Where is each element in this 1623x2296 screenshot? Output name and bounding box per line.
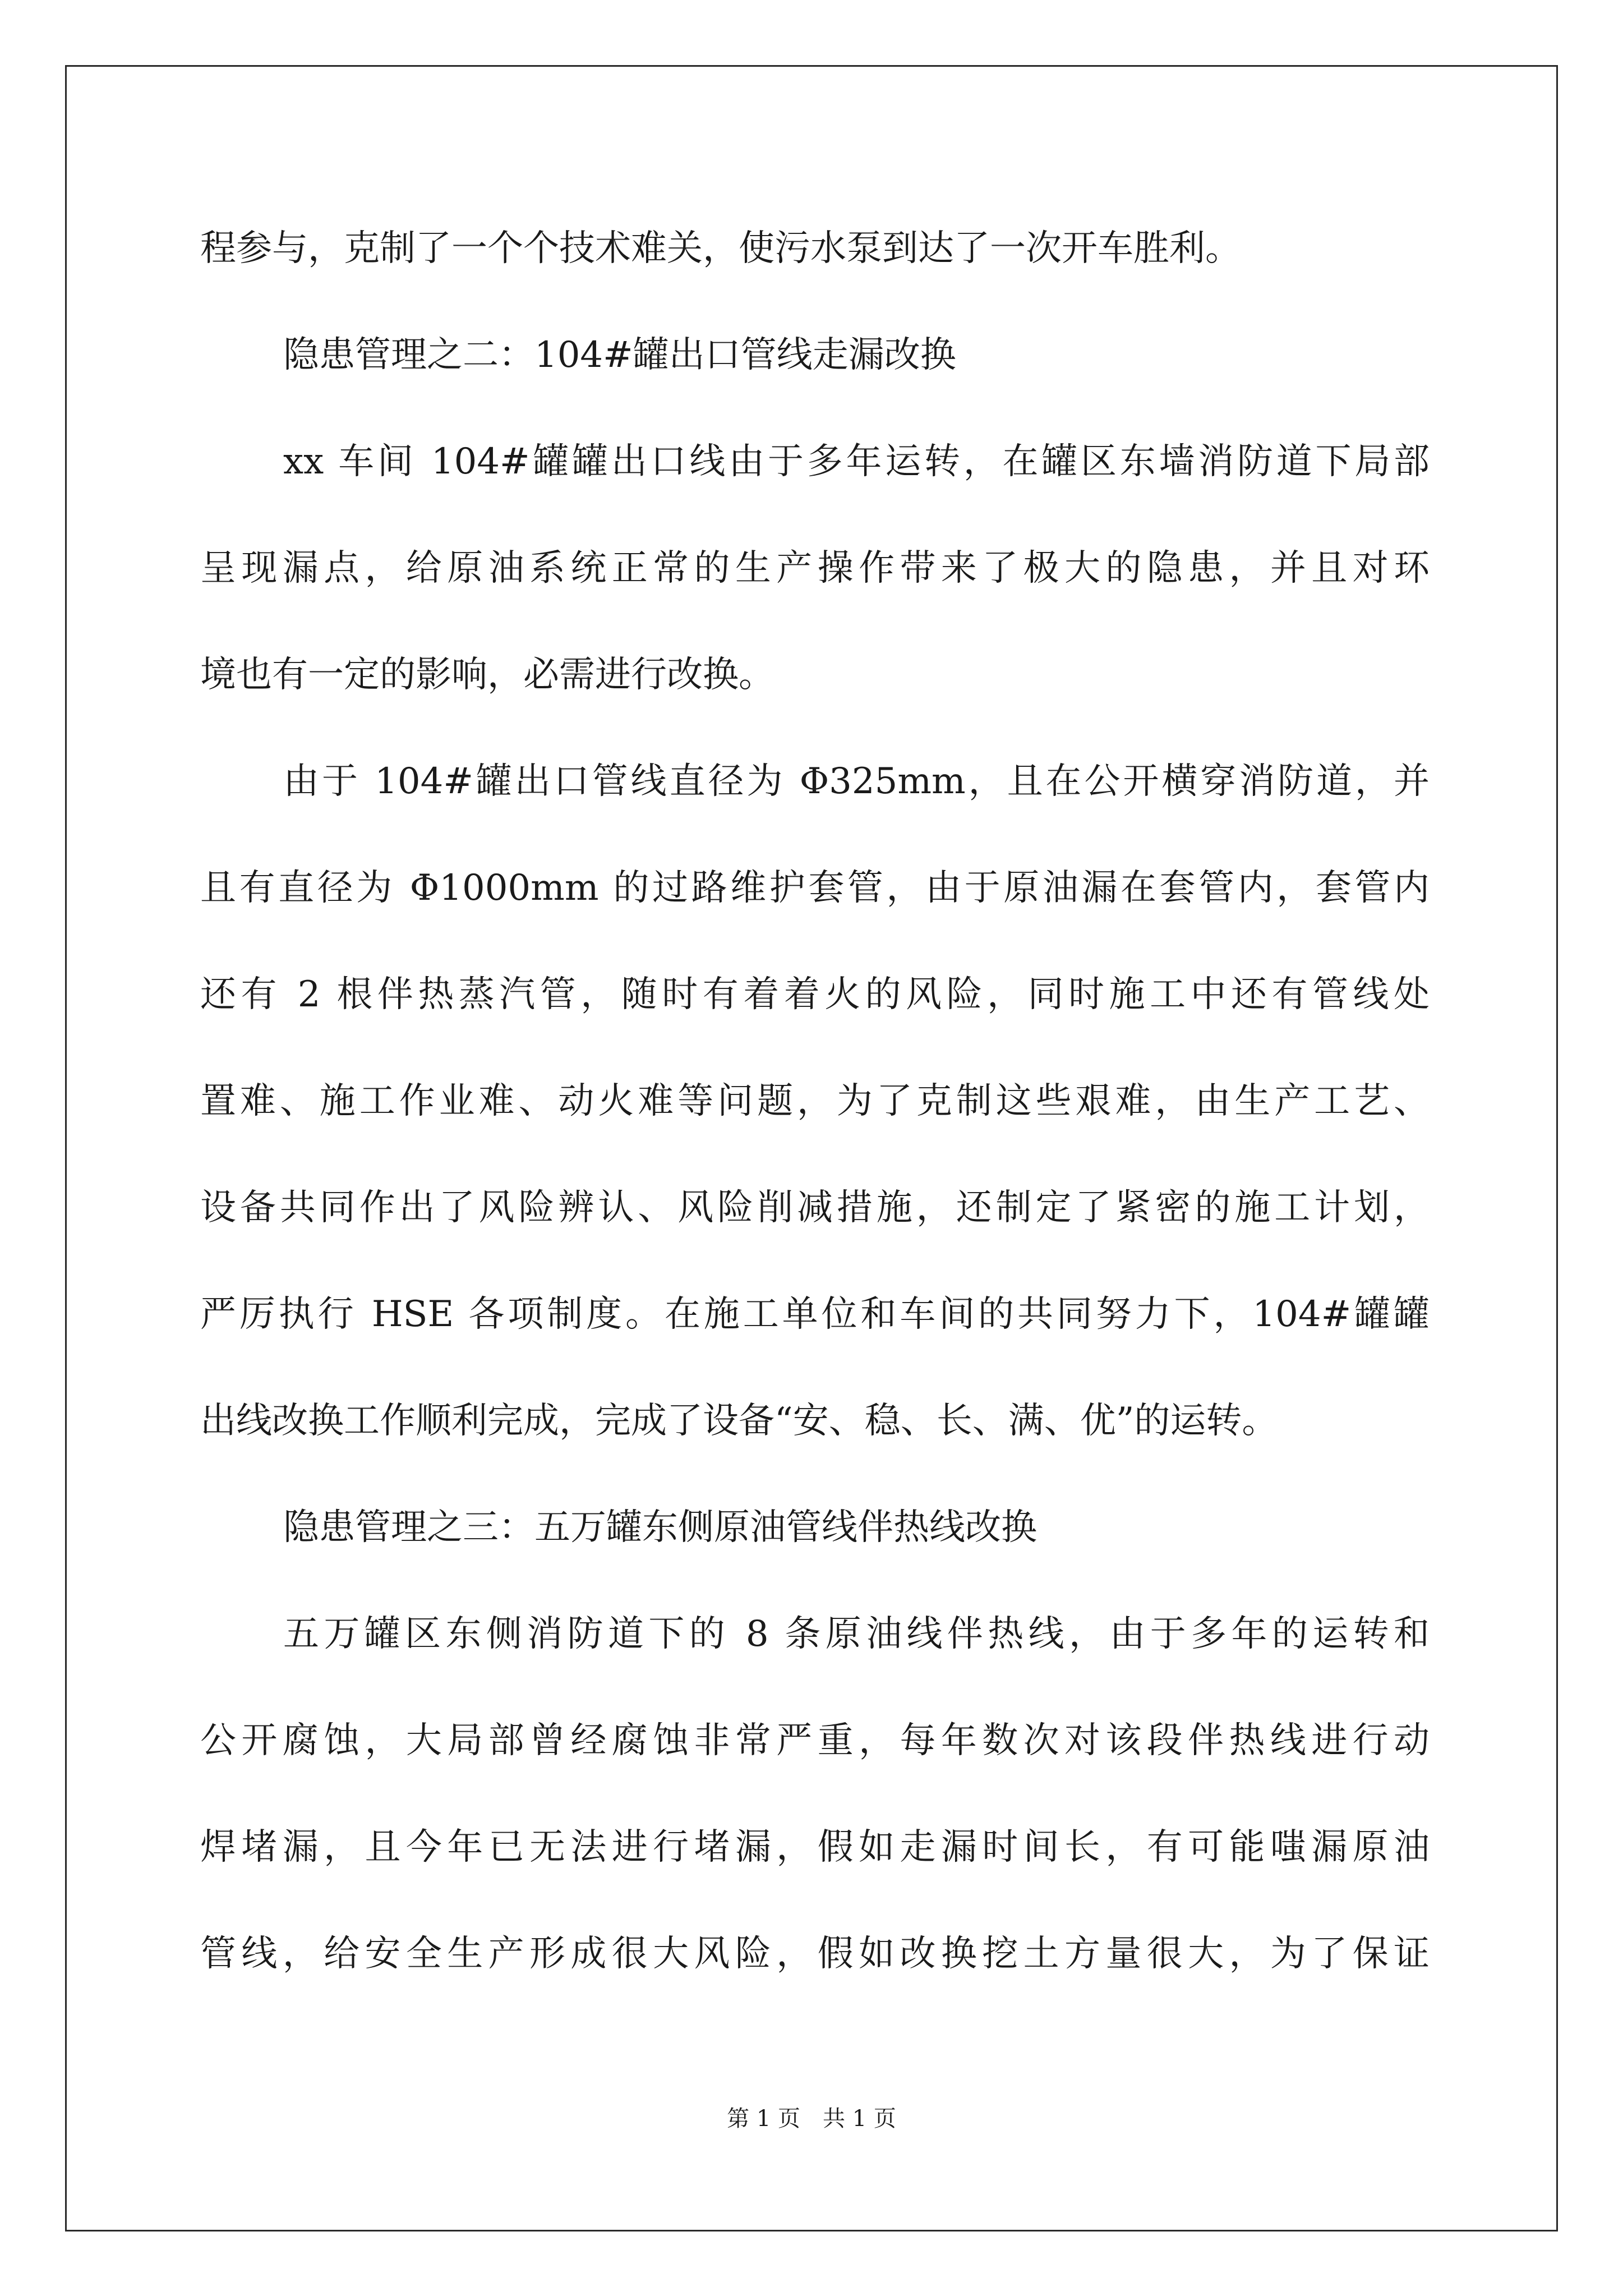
text-line: 公开腐蚀，大局部曾经腐蚀非常严重，每年数次对该段伴热线进行动 xyxy=(200,1720,1430,1761)
text-line: 境也有一定的影响，必需进行改换。 xyxy=(200,654,774,696)
text-line: 且有直径为 Φ1000mm 的过路维护套管，由于原油漏在套管内，套管内 xyxy=(200,867,1430,909)
text-line: 置难、施工作业难、动火难等问题，为了克制这些艰难，由生产工艺、 xyxy=(200,1080,1430,1122)
text-line: 还有 2 根伴热蒸汽管，随时有着着火的风险，同时施工中还有管线处 xyxy=(200,974,1430,1015)
text-line: 出线改换工作顺利完成，完成了设备“安、稳、长、满、优”的运转。 xyxy=(200,1400,1278,1442)
text-line: 五万罐区东侧消防道下的 8 条原油线伴热线，由于多年的运转和 xyxy=(283,1613,1430,1655)
document-body xyxy=(200,195,1430,2007)
text-line: 程参与，克制了一个个技术难关，使污水泵到达了一次开车胜利。 xyxy=(200,228,1241,269)
text-line: 设备共同作出了风险辨认、风险削减措施，还制定了紧密的施工计划， xyxy=(200,1187,1430,1228)
text-line: 由于 104#罐出口管线直径为 Φ325mm，且在公开横穿消防道，并 xyxy=(283,761,1430,802)
page-footer xyxy=(0,2102,1623,2136)
text-line: 焊堵漏，且今年已无法进行堵漏，假如走漏时间长，有可能嗤漏原油 xyxy=(200,1826,1430,1868)
text-line: 呈现漏点，给原油系统正常的生产操作带来了极大的隐患，并且对环 xyxy=(200,547,1430,589)
page-number: 第 1 页 xyxy=(727,2106,800,2132)
text-line: xx 车间 104#罐罐出口线由于多年运转，在罐区东墙消防道下局部 xyxy=(283,441,1430,482)
section-heading: 隐患管理之二：104#罐出口管线走漏改换 xyxy=(283,334,956,376)
text-line: 严厉执行 HSE 各项制度。在施工单位和车间的共同努力下，104#罐罐 xyxy=(200,1294,1430,1335)
text-line: 管线，给安全生产形成很大风险，假如改换挖土方量很大，为了保证 xyxy=(200,1933,1430,1975)
page-total: 共 1 页 xyxy=(823,2106,896,2132)
section-heading: 隐患管理之三：五万罐东侧原油管线伴热线改换 xyxy=(283,1507,1037,1548)
